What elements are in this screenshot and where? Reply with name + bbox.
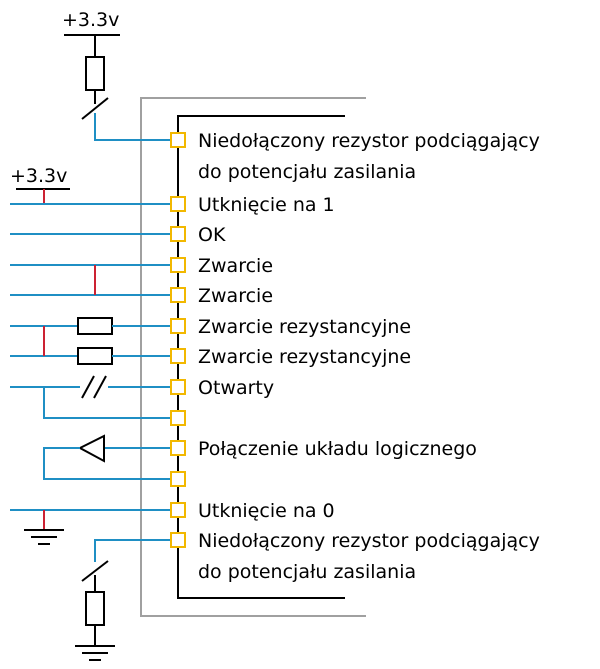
resistive-short-resistor-b bbox=[78, 348, 112, 364]
pin-12 bbox=[171, 503, 185, 517]
pin-7-label: Zwarcie rezystancyjne bbox=[198, 346, 412, 368]
pulldown-bottom-wire bbox=[95, 540, 172, 562]
pin-10 bbox=[171, 441, 185, 455]
wire-open-loop bbox=[44, 387, 172, 418]
pin-1-label-line2: do potencjału zasilania bbox=[198, 161, 417, 183]
pin-11 bbox=[171, 472, 185, 486]
pin-8 bbox=[171, 380, 185, 394]
pin-7 bbox=[171, 349, 185, 363]
pulldown-bottom-resistor bbox=[86, 592, 104, 625]
pin-2-label: Utknięcie na 1 bbox=[198, 194, 335, 216]
pin-9 bbox=[171, 411, 185, 425]
supply-top-label: +3.3v bbox=[62, 9, 120, 31]
pin-2 bbox=[171, 197, 185, 211]
pin-5 bbox=[171, 288, 185, 302]
pin-3-label: OK bbox=[198, 224, 226, 246]
pin-10-label: Połączenie układu logicznego bbox=[198, 438, 477, 460]
pin-4-label: Zwarcie bbox=[198, 255, 274, 277]
pin-labels bbox=[198, 130, 540, 583]
open-break-mark-2 bbox=[94, 376, 106, 398]
open-break-mark-1 bbox=[82, 376, 94, 398]
pin-13 bbox=[171, 533, 185, 547]
pin-8-label: Otwarty bbox=[198, 377, 275, 399]
pin-6-label: Zwarcie rezystancyjne bbox=[198, 316, 412, 338]
pin-1 bbox=[171, 133, 185, 147]
pin-13-label-line2: do potencjału zasilania bbox=[198, 561, 417, 583]
pin-13-label: Niedołączony rezystor podciągający bbox=[198, 530, 540, 552]
pin-6 bbox=[171, 319, 185, 333]
pullup-top-wire bbox=[95, 113, 172, 140]
supply-left-label: +3.3v bbox=[10, 165, 68, 187]
pin-3 bbox=[171, 227, 185, 241]
pin-1-label: Niedołączony rezystor podciągający bbox=[198, 130, 540, 152]
resistive-short-resistor-a bbox=[78, 318, 112, 334]
wire-logic-return bbox=[44, 448, 172, 479]
pin-4 bbox=[171, 258, 185, 272]
pin-12-label: Utknięcie na 0 bbox=[198, 500, 335, 522]
pullup-top-resistor bbox=[86, 57, 104, 90]
logic-buffer-symbol bbox=[80, 436, 104, 461]
pin-5-label: Zwarcie bbox=[198, 285, 274, 307]
